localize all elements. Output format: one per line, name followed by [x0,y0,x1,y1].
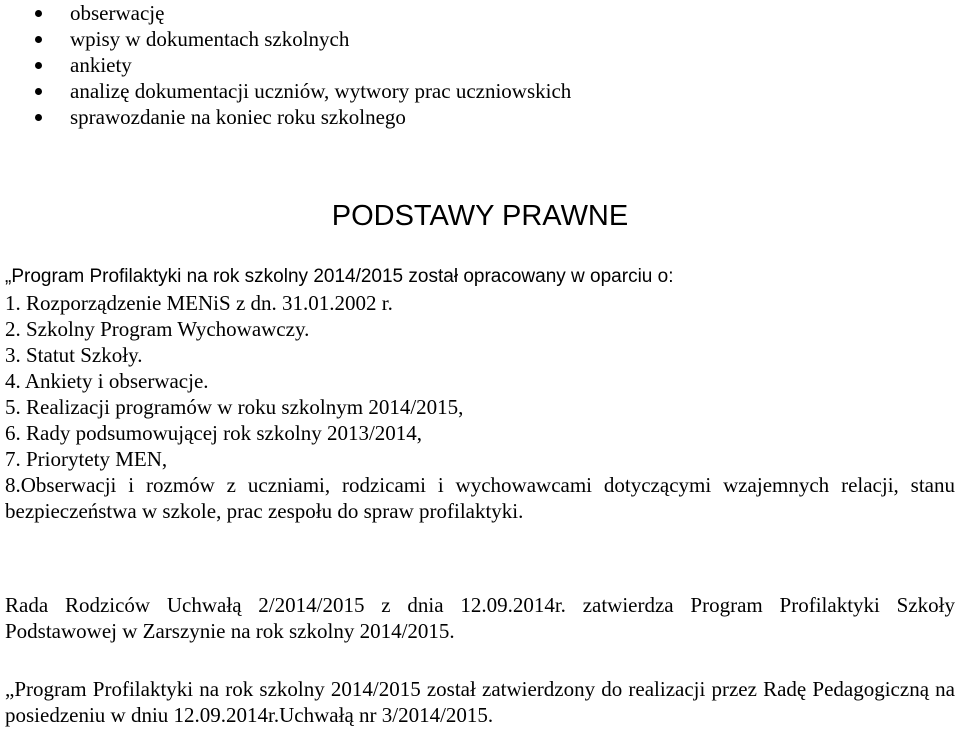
list-item [0,52,571,78]
list-item-text: analizę dokumentacji uczniów, wytwory prac uczniowskich [70,79,572,103]
bullet-icon [35,36,42,43]
list-item [0,104,571,130]
bullet-icon [35,114,42,121]
legal-basis-item: 5. Realizacji programów w roku szkolnym 2014/2015, [5,395,464,419]
legal-basis-item: 7. Priorytety MEN, [5,447,168,471]
parents-council-approval: Rada Rodziców Uchwałą 2/2014/2015 z dnia 12.09.2014r. zatwierdza Program Profilaktyki Szkoły Podstawowej w Zarszynie na rok szkolny 2014/2015. [5,593,955,643]
bullet-icon [35,88,42,95]
teachers-council-approval: „Program Profilaktyki na rok szkolny 2014/2015 został zatwierdzony do realizacji przez Radę Pedagogiczną na posiedzeniu w dniu 12.09.2014r.Uchwałą nr 3/2014/2015. [5,677,955,727]
legal-basis-item: 3. Statut Szkoły. [5,343,143,367]
list-item [0,26,571,52]
legal-basis-item: 6. Rady podsumowującej rok szkolny 2013/2014, [5,421,423,445]
legal-basis-item: 1. Rozporządzenie MENiS z dn. 31.01.2002 r. [5,291,393,315]
list-item [0,0,571,26]
bullet-icon [35,10,42,17]
list-item-text: ankiety [70,53,132,77]
legal-basis-item: 8.Obserwacji i rozmów z uczniami, rodzicami i wychowawcami dotyczącymi wzajemnych relacji, stanu bezpieczeństwa w szkole, prac zespołu do spraw profilaktyki. [5,473,955,523]
evaluation-methods-list [0,0,571,130]
legal-basis-intro: „Program Profilaktyki na rok szkolny 2014/2015 został opracowany w oparciu o: [5,266,674,287]
legal-basis-list [5,290,955,524]
bullet-icon [35,62,42,69]
list-item-text: sprawozdanie na koniec roku szkolnego [70,105,406,129]
list-item-text: obserwację [70,1,165,25]
legal-basis-item: 4. Ankiety i obserwacje. [5,369,209,393]
list-item-text: wpisy w dokumentach szkolnych [70,27,350,51]
list-item [0,78,571,104]
legal-basis-section [5,264,955,524]
section-heading: PODSTAWY PRAWNE [331,200,629,232]
legal-basis-item: 2. Szkolny Program Wychowawczy. [5,317,310,341]
